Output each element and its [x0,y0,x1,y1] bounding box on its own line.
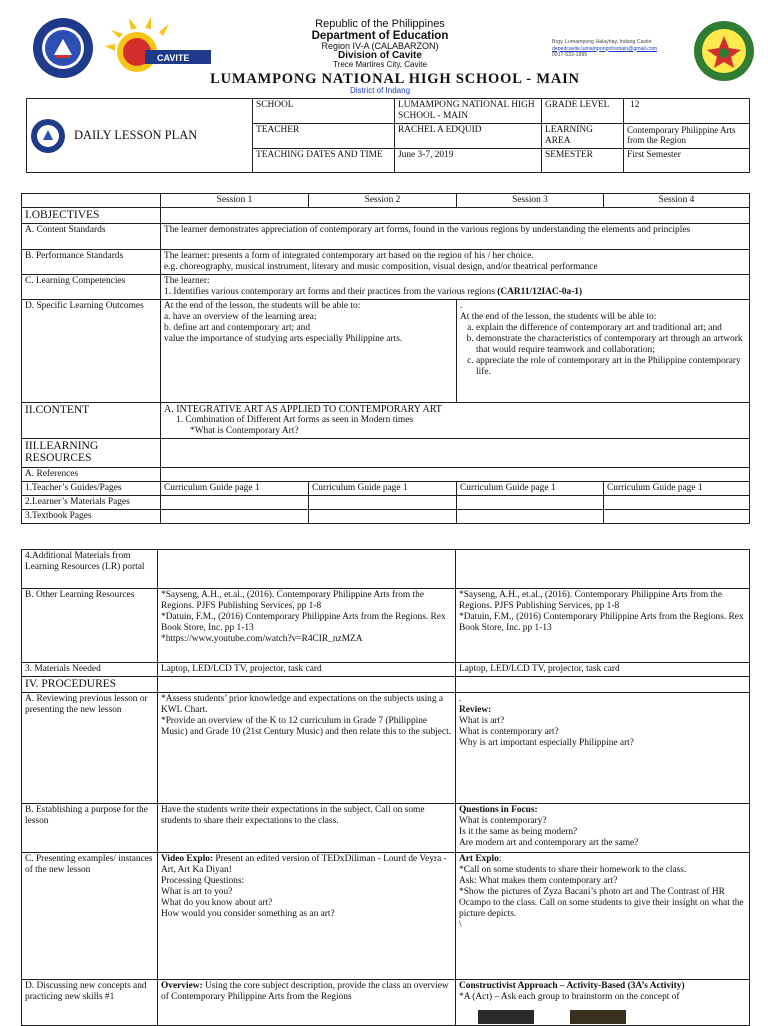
purpose-right [456,803,750,852]
session-1-header: Session 1 [161,194,309,208]
textbook-blank-4 [604,509,750,523]
dates-value: June 3-7, 2019 [395,149,542,173]
objectives-heading: I.OBJECTIVES [22,208,161,224]
curriculum-1: Curriculum Guide page 1 [161,481,309,495]
address-text: Brgy. Lumampong Halayhay, Indang Cavite [552,39,652,45]
learners-blank-3 [457,495,604,509]
references-label: A. References [22,467,161,481]
specific-outcomes-right [457,299,750,402]
grade-label: GRADE LEVEL [542,99,624,124]
contact-block [552,39,692,59]
plan-table [21,193,750,524]
content-1: 1. Combination of Different Art forms as seen in Modern times [176,414,414,425]
cavite-logo-text: CAVITE [157,53,190,63]
specific-left-c: value the importance of studying arts especially Philippine arts. [164,333,403,344]
other-resources-left [158,589,456,663]
textbook-blank-1 [161,509,309,523]
learners-blank-4 [604,495,750,509]
competencies-line-2: 1. Identifies various contemporary art forms and their practices from the various regions [164,286,495,297]
specific-left-a: a. have an overview of the learning area; [164,311,317,322]
competencies-label: C. Learning Competencies [22,274,161,299]
materials-left: Laptop, LED/LCD TV, projector, task card [158,663,456,677]
specific-left-b: b. define art and contemporary art; and [164,322,311,333]
review-right-head: Review: [459,704,492,715]
presenting-right-4: \ [459,919,462,930]
additional-blank-1 [158,550,456,589]
competencies-line-1: The learner: [164,275,210,286]
other-right-2: *Datuin, F.M., (2016) Contemporary Philippine Arts from the Regions. Rex Book Store, Inc. pp 1-13 [459,612,744,633]
purpose-right-2: Is it the same as being modern? [459,826,578,837]
review-left-2: *Provide an overview of the K to 12 curriculum in Grade 7 (Philippine Music) and Grade 10 (21st Century Music) and then relate this to the subject. [161,715,452,737]
other-left-1: *Sayseng, A.H., et.al., (2016). Contemporary Philippine Arts from the Regions. PJFS Publishing Services, pp 1-8 [161,590,424,611]
email-link[interactable]: depedcavite.lumampongnhsmain@gmail.com [552,45,658,52]
specific-right-a: a. explain the difference of contemporary art and traditional art; and [476,323,746,334]
presenting-right-2: Ask: What makes them contemporary art? [459,875,618,886]
content-q: *What is Contemporary Art? [190,425,299,436]
discussing-right-head: Constructivist Approach – Activity-Based (3A’s Activity) [459,980,685,991]
presenting-left-2: Processing Questions: [161,875,245,886]
materials-right: Laptop, LED/LCD TV, projector, task card [456,663,750,677]
dlp-title-cell [27,99,253,173]
content-standards-label: A. Content Standards [22,223,161,249]
thumbnail-dark-1 [478,1010,534,1024]
other-right-1: *Sayseng, A.H., et.al., (2016). Contemporary Philippine Arts from the Regions. PJFS Publishing Services, pp 1-8 [459,590,722,611]
dates-label: TEACHING DATES AND TIME [253,149,395,173]
youtube-link[interactable]: *https://www.youtube.com/watch?v=R4CIR_nzMZA [161,634,363,644]
semester-label: SEMESTER [542,149,624,173]
session-3-header: Session 3 [457,194,604,208]
textbook-label: 3.Textbook Pages [22,509,161,523]
presenting-left-1: Present an edited version of TEDxDiliman - Lourd de Veyra - Art, Art Ka Diyan! [161,853,447,875]
review-right-2: What is contemporary art? [459,726,559,737]
discussing-left-head: Overview: [161,980,203,991]
school-seal-icon [693,20,755,82]
presenting-left-3: What is art to you? [161,886,233,897]
teacher-value: RACHEL A EDQUID [395,124,542,149]
presenting-left-head: Video Explo: [161,853,214,864]
session-2-header: Session 2 [309,194,457,208]
review-right-1: What is art? [459,715,505,726]
additional-materials-label: 4.Additional Materials from Learning Resources (LR) portal [22,550,158,589]
discussing-left-1: Using the core subject description, provide the class an overview of Contemporary Philippine Arts from the Regions [161,980,449,1002]
discussing-right-1: *A (Act) – Ask each group to brainstorm on the concept of [459,991,680,1002]
specific-right-intro: At the end of the lesson, the students will be able to: [460,311,657,322]
content-text [161,402,750,438]
procedures-heading: IV. PROCEDURES [22,677,158,693]
specific-left-intro: At the end of the lesson, the students will be able to: [164,300,361,311]
region-line: Region IV-A (CALABARZON) [321,41,439,51]
procedures-blank-1 [158,677,456,693]
purpose-left: Have the students write their expectations in the subject. Call on some students to share their expectations to the class. [158,803,456,852]
competencies-code: (CAR11/12IAC-0a-1) [497,286,583,297]
presenting-left [158,852,456,979]
performance-label: B. Performance Standards [22,249,161,274]
curriculum-2: Curriculum Guide page 1 [309,481,457,495]
textbook-blank-2 [309,509,457,523]
review-right-3: Why is art important especially Philippine art? [459,737,634,748]
discussing-label: D. Discussing new concepts and practicing new skills #1 [22,979,158,1025]
semester-value: First Semester [624,149,750,173]
school-value: LUMAMPONG NATIONAL HIGH SCHOOL - MAIN [395,99,542,124]
performance-line-1: The learner: presents a form of integrated contemporary art based on the region of his / her choice. [164,250,534,261]
content-standards-text: The learner demonstrates appreciation of contemporary art forms, found in the various regions by understanding the elements and principles [161,223,750,249]
resources-heading: III.LEARNING RESOURCES [22,438,161,467]
other-resources-label: B. Other Learning Resources [22,589,158,663]
learners-materials-label: 2.Learner’s Materials Pages [22,495,161,509]
session-4-header: Session 4 [604,194,750,208]
school-name: LUMAMPONG NATIONAL HIGH SCHOOL - MAIN [210,71,580,87]
performance-text [161,249,750,274]
division-line: Division of Cavite [338,50,422,61]
content-a: A. INTEGRATIVE ART AS APPLIED TO CONTEMPORARY ART [164,403,442,415]
procedures-blank-2 [456,677,750,693]
presenting-left-4: What do you know about art? [161,897,273,908]
purpose-right-head: Questions in Focus: [459,804,538,815]
presenting-label: C. Presenting examples/ instances of the new lesson [22,852,158,979]
presenting-right-1: *Call on some students to share their homework to the class. [459,864,687,875]
republic-line: Republic of the Philippines [315,18,445,30]
textbook-blank-3 [457,509,604,523]
curriculum-4: Curriculum Guide page 1 [604,481,750,495]
deped-small-seal-icon [30,118,66,154]
review-label: A. Reviewing previous lesson or presenting the new lesson [22,692,158,803]
area-value: Contemporary Philippine Arts from the Region [624,124,750,149]
school-label: SCHOOL [253,99,395,124]
area-label: LEARNING AREA [542,124,624,149]
specific-right-c: c. appreciate the role of contemporary art in the Philippine contemporary life. [476,356,746,378]
learners-blank-2 [309,495,457,509]
objectives-blank [161,208,750,224]
phone-text: 0917-533-1995 [552,52,588,58]
cavite-sunburst-icon [105,16,215,76]
review-left [158,692,456,803]
review-right-dot: . [459,693,462,704]
deped-seal-icon [32,17,94,79]
teachers-guides-label: 1.Teacher’s Guides/Pages [22,481,161,495]
specific-right-b: b. demonstrate the characteristics of contemporary art through an artwork that would require teamwork and collaboration; [476,334,746,356]
materials-label: 3. Materials Needed [22,663,158,677]
other-left-2: *Datuin, F.M., (2016) Contemporary Philippine Arts from the Regions. Rex Book Store, Inc. pp 1-13 [161,612,446,633]
additional-blank-2 [456,550,750,589]
specific-outcomes-label: D. Specific Learning Outcomes [22,299,161,402]
header [0,0,768,97]
purpose-right-3: Are modern art and contemporary art the same? [459,837,639,848]
teacher-label: TEACHER [253,124,395,149]
grade-value: 12 [624,99,750,124]
district-line: District of Indang [349,86,411,95]
discussing-left [158,979,456,1025]
presenting-right: Art Explo: *Call on some students to share their homework to the class. Ask: What makes them contemporary art? *Show the pictures of Zyza Bacani’s photo art and The Contrast of HR Ocampo to the class. Call on some students to give their insight on what the picture depicts. \ [456,852,750,979]
review-left-1: *Assess students’ prior knowledge and expectations on the subjects using a KWL Chart. [161,693,444,715]
presenting-left-5: How would you consider something as an art? [161,908,335,919]
references-blank [161,467,750,481]
city-line: Trece Martires City, Cavite [333,60,427,69]
info-table [26,98,750,173]
curriculum-3: Curriculum Guide page 1 [457,481,604,495]
specific-outcomes-left [161,299,457,402]
other-resources-right [456,589,750,663]
specific-right-dot: . [460,300,463,311]
presenting-right-head: Art Explo [459,853,499,864]
blank-header-cell [22,194,161,208]
plan-table-2 [21,549,750,1026]
resources-blank [161,438,750,467]
dlp-title: DAILY LESSON PLAN [74,128,198,142]
performance-line-2: e.g. choreography, musical instrument, literary and music composition, visual design, and/or theatrical performance [164,261,598,272]
learners-blank-1 [161,495,309,509]
department-line: Department of Education [311,30,449,42]
purpose-right-1: What is contemporary? [459,815,547,826]
thumbnail-dark-2 [570,1010,626,1024]
purpose-label: B. Establishing a purpose for the lesson [22,803,158,852]
content-heading: II.CONTENT [22,402,161,438]
review-right [456,692,750,803]
competencies-text [161,274,750,299]
presenting-right-3: *Show the pictures of Zyza Bacani’s photo art and The Contrast of HR Ocampo to the class. Call on some students to give their insight on what the picture depicts. [459,886,744,919]
